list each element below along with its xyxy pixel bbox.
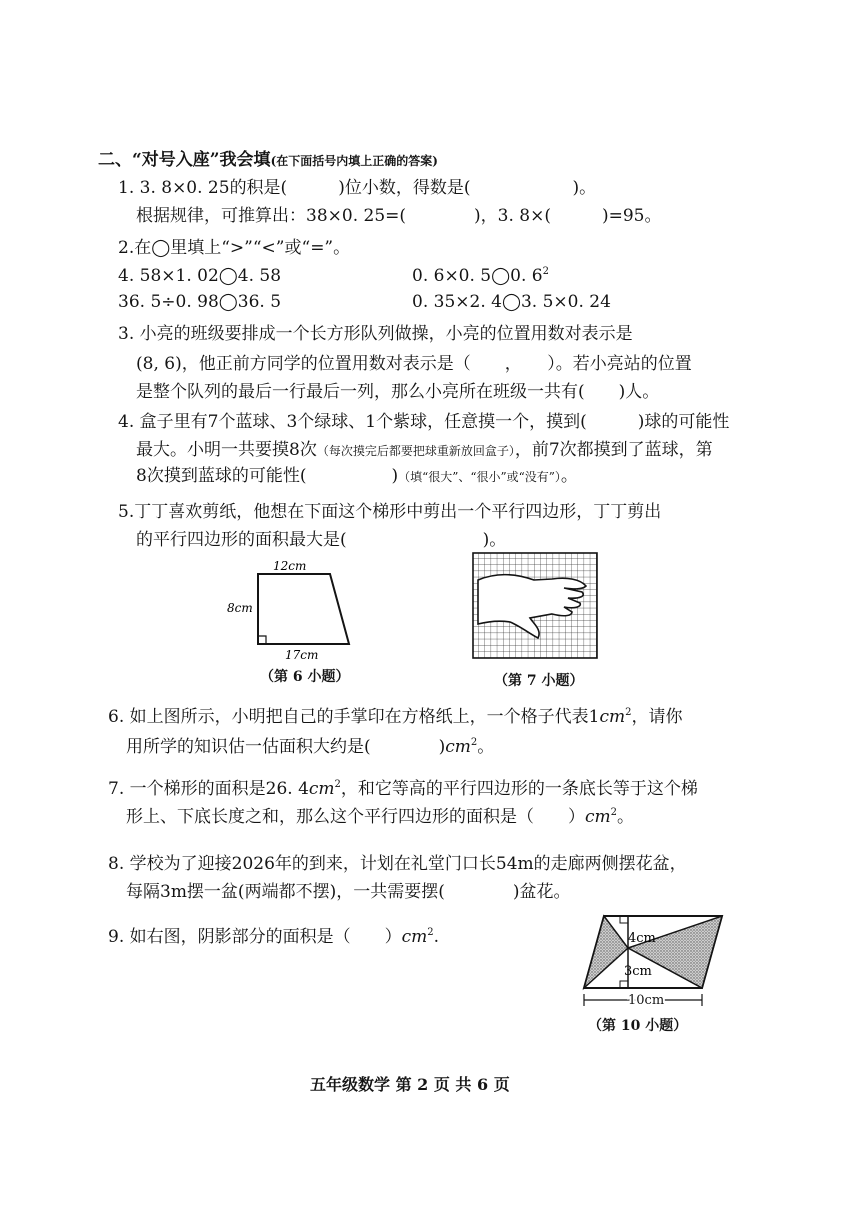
upper-height-label: 4cm — [628, 931, 656, 946]
trapezoid-bottom-label: 17cm — [285, 648, 319, 662]
q6-unit-1: cm — [599, 707, 626, 727]
q6-unit-1-exponent: 2 — [625, 707, 632, 718]
q2-line1: 2.在◯里填上“>”“<”或“=”。 — [118, 238, 351, 258]
q7-line1-text: 7. 一个梯形的面积是26. 4 — [108, 779, 309, 799]
q3-line1: 3. 小亮的班级要排成一个长方形队列做操，小亮的位置用数对表示是 — [118, 324, 633, 344]
q7-line1-end: ，和它等高的平行四边形的一条底长等于这个梯 — [340, 779, 698, 799]
q9-unit-exponent: 2 — [427, 927, 434, 938]
q7-line2-text: 形上、下底长度之和，那么这个平行四边形的面积是（ ） — [126, 807, 585, 827]
q3-line3: 是整个队列的最后一行最后一列，那么小亮所在班级一共有( )人。 — [136, 382, 660, 402]
q2-item-b-text: 0. 6×0. 5◯0. 6 — [412, 266, 543, 286]
section-title: 二、“对号入座”我会填 — [98, 150, 271, 170]
q4-line3 — [136, 465, 578, 488]
q1-line2: 根据规律，可推算出：38×0. 25=( )，3. 8×( )=95。 — [136, 206, 662, 226]
right-angle-mark-top — [620, 916, 628, 923]
q7-unit-1-exponent: 2 — [334, 779, 341, 790]
q9-line1-end: . — [433, 927, 440, 947]
fig7-caption: （第 7 小题） — [494, 673, 584, 689]
q7-line2-end: 。 — [617, 807, 635, 827]
q6-unit-2: cm — [445, 737, 471, 757]
q2-item-b-exponent: 2 — [542, 266, 549, 277]
q8-line1: 8. 学校为了迎接2026年的到来，计划在礼堂门口长54m的走廊两侧摆花盆， — [108, 854, 687, 874]
q4-line3-end: 。 — [560, 466, 578, 486]
q7-unit-2: cm — [585, 807, 611, 827]
q7-unit-2-exponent: 2 — [610, 807, 618, 818]
shaded-triangle-left — [584, 916, 628, 988]
q2-item-a: 4. 58×1. 02◯4. 58 — [118, 266, 282, 286]
q2-item-d: 0. 35×2. 4◯3. 5×0. 24 — [412, 292, 611, 312]
parallelogram-figure — [582, 908, 727, 1013]
section-heading — [98, 149, 438, 172]
trapezoid-shape — [258, 574, 349, 644]
base-label: 10cm — [628, 993, 665, 1008]
q4-line3-start: 8次摸到蓝球的可能性( ) — [136, 466, 399, 486]
page-footer: 五年级数学 第 2 页 共 6 页 — [310, 1075, 510, 1094]
q7-unit-1: cm — [308, 779, 335, 799]
q6-line2-text: 用所学的知识估一估面积大约是( ) — [126, 737, 446, 757]
q7-line2 — [126, 806, 634, 828]
q4-line2-end: ，前7次都摸到了蓝球，第 — [514, 440, 713, 460]
q6-line1-text: 6. 如上图所示，小明把自己的手掌印在方格纸上，一个格子代表1 — [108, 707, 600, 727]
trapezoid-height-label: 8cm — [227, 601, 253, 615]
q4-line1: 4. 盒子里有7个蓝球、3个绿球、1个紫球，任意摸一个，摸到( )球的可能性 — [118, 412, 730, 432]
q5-line2: 的平行四边形的面积最大是( )。 — [136, 530, 507, 550]
fig6-caption: （第 6 小题） — [260, 669, 350, 685]
q6-line2 — [126, 736, 494, 758]
q4-line3-note: （填“很大”、“很小”或“没有”） — [398, 470, 561, 484]
q6-line1-end: ，请你 — [631, 707, 683, 727]
section-note: (在下面括号内填上正确的答案) — [270, 154, 438, 168]
trapezoid-figure — [225, 560, 365, 665]
q9-unit: cm — [401, 927, 428, 947]
q8-line2: 每隔3m摆一盆(两端都不摆)，一共需要摆( )盆花。 — [126, 882, 571, 902]
q4-line2 — [136, 439, 713, 462]
q3-line2: (8, 6)，他正前方同学的位置用数对表示是（ ， ）。若小亮站的位置 — [136, 354, 692, 374]
hand-grid-figure — [472, 552, 602, 662]
q2-item-b — [412, 265, 549, 287]
q1-line1: 1. 3. 8×0. 25的积是( )位小数，得数是( )。 — [118, 178, 597, 198]
q2-item-c: 36. 5÷0. 98◯36. 5 — [118, 292, 282, 312]
q7-line1 — [108, 778, 698, 800]
fig10-caption: （第 10 小题） — [588, 1018, 688, 1034]
q5-line1: 5.丁丁喜欢剪纸，他想在下面这个梯形中剪出一个平行四边形，丁丁剪出 — [118, 502, 662, 522]
q9-line1 — [108, 926, 439, 948]
q9-line1-text: 9. 如右图，阴影部分的面积是（ ） — [108, 927, 402, 947]
q6-line2-end: 。 — [477, 737, 495, 757]
trapezoid-top-label: 12cm — [273, 560, 307, 573]
right-angle-mark — [258, 636, 266, 644]
q4-line2-start: 最大。小明一共要摸8次 — [136, 440, 317, 460]
q6-line1 — [108, 706, 682, 728]
q6-unit-2-exponent: 2 — [470, 737, 478, 748]
lower-height-label: 3cm — [624, 964, 652, 979]
right-angle-mark-bottom — [620, 981, 628, 988]
q4-line2-note: （每次摸完后都要把球重新放回盒子） — [316, 444, 515, 458]
